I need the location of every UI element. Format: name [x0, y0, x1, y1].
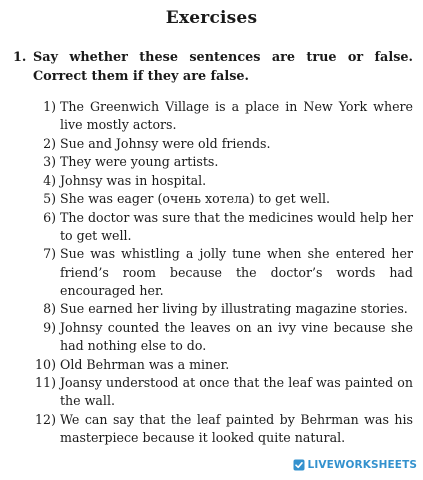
statement-item	[34, 300, 413, 318]
statement-number: 6)	[43, 209, 56, 225]
statement-item	[34, 153, 413, 171]
exercise-instruction	[13, 48, 413, 86]
statement-item	[34, 209, 413, 245]
statement-item	[34, 245, 413, 300]
exercise-1	[13, 48, 413, 447]
statement-number: 1)	[43, 99, 56, 114]
statement-item	[34, 172, 413, 190]
statement-text: Sue and Johnsy were old friends.	[60, 135, 271, 151]
statement-item	[34, 411, 413, 447]
statement-number: 7)	[43, 246, 56, 262]
statement-number: 10)	[35, 356, 56, 372]
statement-number: 4)	[43, 172, 56, 188]
statement-list	[34, 98, 413, 447]
statement-text: Sue was whistling a jolly tune when she entered her friend’s room because the doctor’s words had encouraged her.	[60, 246, 413, 298]
statement-number: 3)	[43, 154, 56, 170]
statement-item	[34, 374, 413, 410]
page-title: Exercises	[165, 8, 258, 28]
statement-text: Sue earned her living by illustrating magazine stories.	[60, 301, 408, 317]
statement-item	[34, 356, 413, 374]
statement-text: Johnsy was in hospital.	[60, 172, 207, 188]
statement-number: 12)	[35, 411, 56, 427]
watermark	[293, 459, 417, 471]
statement-text: We can say that the leaf painted by Behrman was his masterpiece because it looked quite natural.	[60, 411, 413, 445]
statement-text: Old Behrman was a miner.	[60, 356, 230, 372]
statement-text: They were young artists.	[60, 154, 219, 170]
statement-number: 9)	[43, 319, 56, 335]
exercise-instruction-text: Say whether these sentences are true or false. Correct them if they are false.	[33, 50, 413, 84]
statement-text: Johnsy counted the leaves on an ivy vine because she had nothing else to do.	[60, 319, 413, 354]
statement-item	[34, 319, 413, 355]
statement-item	[34, 190, 413, 208]
watermark-text: LIVEWORKSHEETS	[307, 459, 417, 471]
statement-number: 11)	[35, 375, 56, 391]
exercise-number: 1.	[13, 50, 27, 65]
statement-item	[34, 135, 413, 153]
liveworksheets-logo-icon	[293, 459, 305, 471]
statement-text: She was eager (очень хотела) to get well.	[60, 191, 331, 207]
statement-number: 2)	[43, 135, 56, 151]
statement-text: The doctor was sure that the medicines would help her to get well.	[60, 209, 413, 243]
statement-text: Joansy understood at once that the leaf was painted on the wall.	[60, 375, 413, 409]
statement-number: 8)	[43, 301, 56, 317]
statement-item	[34, 98, 413, 134]
statement-number: 5)	[43, 191, 56, 207]
statement-text: The Greenwich Village is a place in New York where live mostly actors.	[60, 99, 413, 133]
